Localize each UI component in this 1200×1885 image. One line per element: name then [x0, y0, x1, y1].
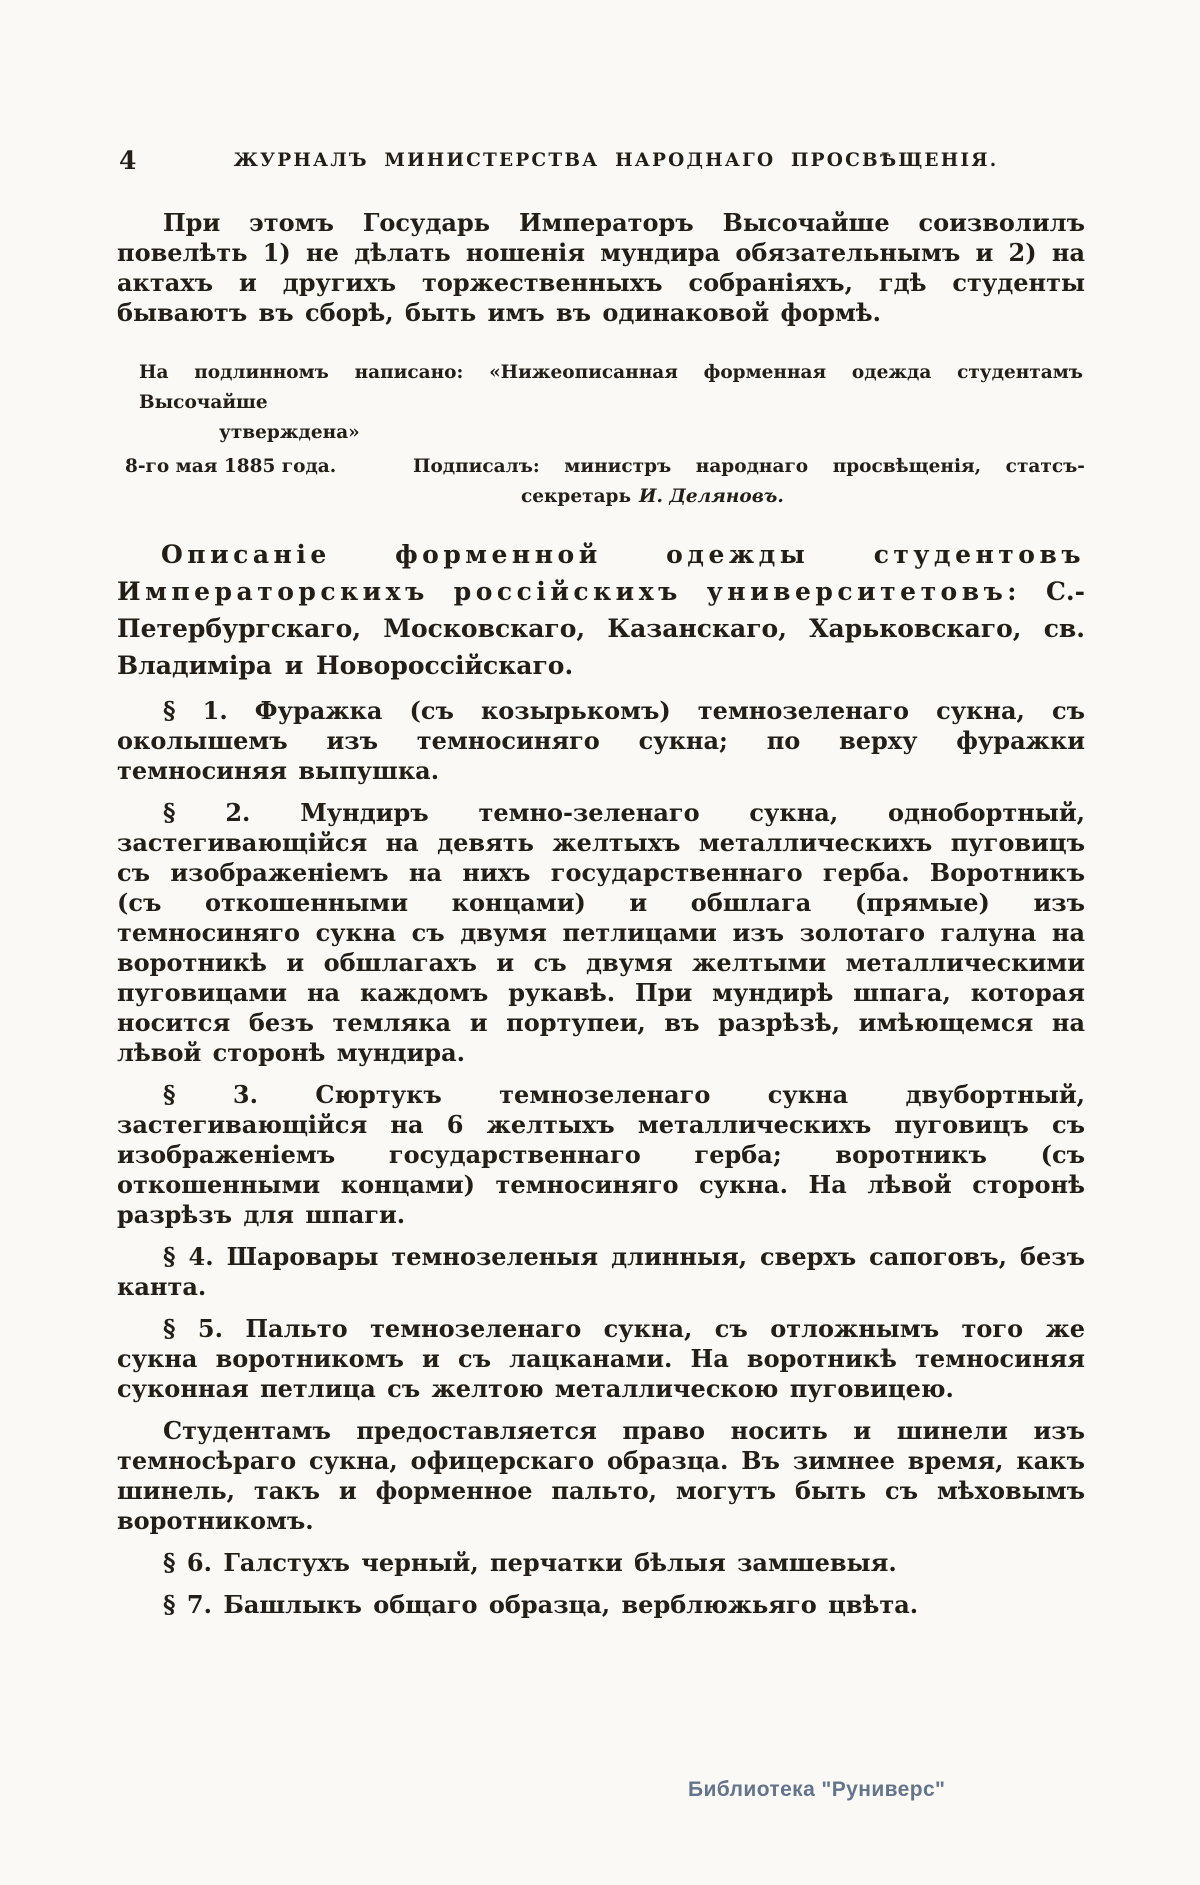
page-content [117, 146, 1085, 1632]
journal-title: ЖУРНАЛЪ МИНИСТЕРСТВА НАРОДНАГО ПРОСВѢЩЕНІЯ. [233, 150, 999, 171]
signature-line-2-prefix: секретарь [521, 486, 632, 507]
signature-date: 8-го мая 1885 года. [125, 456, 337, 477]
intro-paragraph: При этомъ Государь Императоръ Высочайше соизволилъ повелѣть 1) не дѣлать ношенія мундира обязательнымъ и 2) на актахъ и другихъ торжественныхъ собраніяхъ, гдѣ студенты бываютъ въ сборѣ, быть имъ въ одинаковой формѣ. [117, 208, 1085, 327]
section-paragraph-1: § 1. Фуражка (съ козырькомъ) темнозеленаго сукна, съ околышемъ изъ темносиняго сукна; по верху фуражки темносиняя выпушка. [117, 696, 1085, 785]
section-paragraph-5: § 5. Пальто темнозеленаго сукна, съ отложнымъ того же сукна воротникомъ и съ лацканами. На воротникѣ темносиняя суконная петлица съ желтою металлическою пуговицею. [117, 1314, 1085, 1403]
signature-line-1: Подписалъ: министръ народнаго просвѣщенія, статсъ- [413, 456, 1085, 477]
description-heading-rest: С.-Петербургскаго, Московскаго, Казанскаго, Харьковскаго, св. Владиміра и Новороссійскаго. [117, 577, 1085, 680]
page-number: 4 [119, 146, 137, 175]
signature-block [413, 452, 1085, 512]
page-header [117, 146, 1085, 178]
signature-name: И. Деляновъ. [639, 486, 784, 507]
description-heading-emphasized: Описаніе форменной одежды студентовъ Императорскихъ россійскихъ университетовъ: [117, 540, 1085, 606]
section-paragraph-7: § 7. Башлыкъ общаго образца, верблюжьяго цвѣта. [163, 1590, 919, 1619]
section-paragraph-3: § 3. Сюртукъ темнозеленаго сукна двубортный, застегивающійся на 6 желтыхъ металлическихъ пуговицъ съ изображеніемъ государственнаго герба; воротникъ (съ откошенными концами) темносиняго сукна. На лѣвой сторонѣ разрѣзъ для шпаги. [117, 1080, 1085, 1229]
signature-line-2 [413, 482, 1085, 512]
signature-row [125, 452, 1085, 512]
library-watermark: Библиотека "Руниверс" [688, 1778, 946, 1801]
overcoat-note-paragraph: Студентамъ предоставляется право носить и шинели изъ темносѣраго сукна, офицерскаго образца. Въ зимнее время, какъ шинель, такъ и форменное пальто, могутъ быть съ мѣховымъ воротникомъ. [117, 1416, 1085, 1535]
section-paragraph-6: § 6. Галстухъ черный, перчатки бѣлыя замшевыя. [163, 1548, 897, 1577]
note-line-1: На подлинномъ написано: «Нижеописанная форменная одежда студентамъ Высочайше [139, 362, 1083, 413]
description-heading [117, 536, 1085, 684]
section-paragraph-4: § 4. Шаровары темнозеленыя длинныя, сверхъ сапоговъ, безъ канта. [117, 1242, 1085, 1301]
section-paragraph-2: § 2. Мундиръ темно-зеленаго сукна, однобортный, застегивающійся на девять желтыхъ металлическихъ пуговицъ съ изображеніемъ на нихъ государственнаго герба. Воротникъ (съ откошенными концами) и обшлага (прямые) изъ темносиняго сукна съ двумя петлицами изъ золотаго галуна на воротникѣ и обшлагахъ и съ двумя желтыми металлическими пуговицами на каждомъ рукавѣ. При мундирѣ шпага, которая носится безъ темляка и портупеи, въ разрѣзѣ, имѣющемся на лѣвой сторонѣ мундира. [117, 798, 1085, 1067]
note-line-2: утверждена» [219, 422, 360, 443]
original-note-block [139, 358, 1083, 448]
